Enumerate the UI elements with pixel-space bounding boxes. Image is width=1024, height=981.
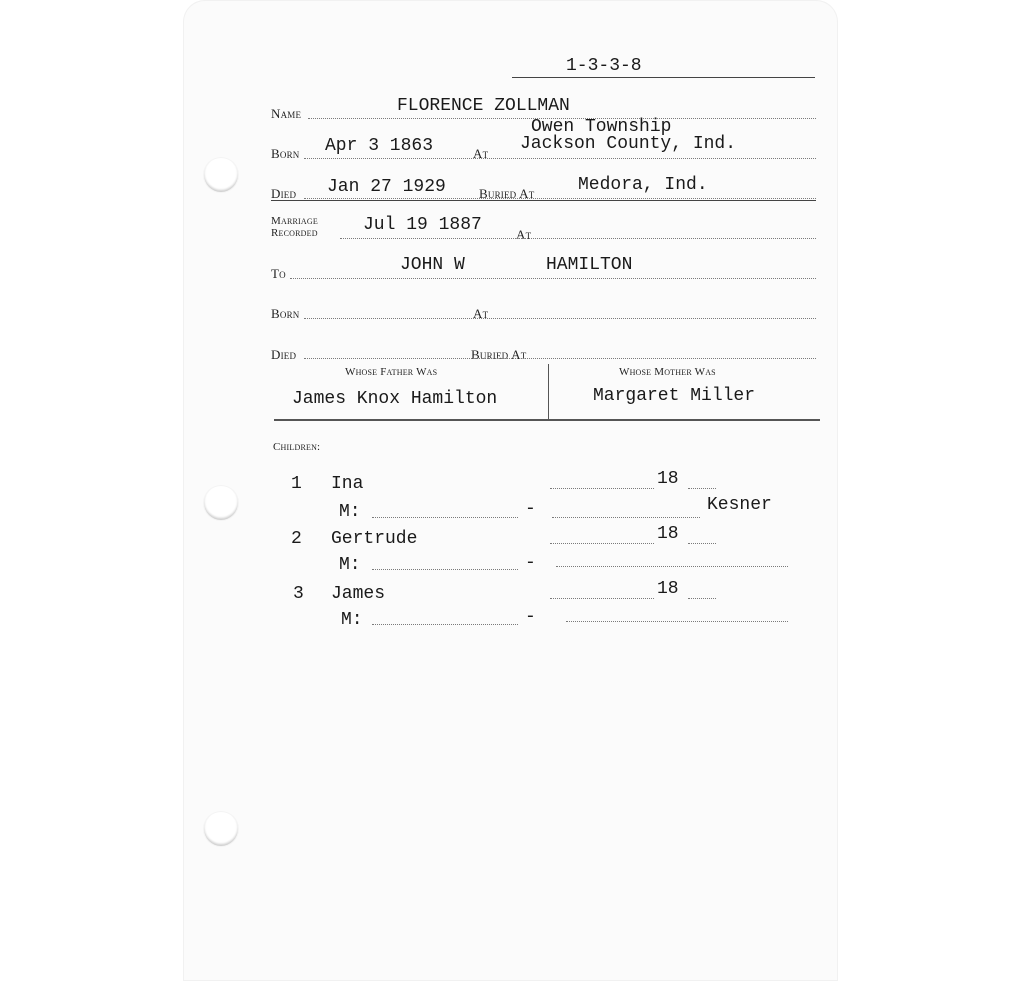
- spouse-died-line: [304, 358, 816, 359]
- punch-hole: [204, 486, 238, 520]
- child-dash: -: [525, 553, 536, 573]
- mother-heading: Whose Mother Was: [619, 366, 716, 378]
- born-line: [304, 158, 816, 159]
- child-birth-line: [550, 598, 654, 599]
- card-id: 1-3-3-8: [566, 56, 642, 76]
- marriage-at-label: At: [516, 227, 532, 242]
- spouse-born-label: Born: [271, 306, 300, 321]
- child-marriage-line: [372, 517, 518, 518]
- children-label: Children:: [273, 441, 321, 453]
- child-birth-line-end: [688, 543, 716, 544]
- marriage-date: Jul 19 1887: [363, 215, 482, 235]
- child-birth-year: 18: [657, 469, 679, 489]
- buried-at-label: Buried At: [479, 186, 535, 201]
- child-marriage-label: M:: [341, 610, 363, 630]
- child-spouse-line: [566, 621, 788, 622]
- died-date: Jan 27 1929: [327, 177, 446, 197]
- child-marriage-line: [372, 569, 518, 570]
- marriage-label-1: Marriage: [271, 215, 318, 227]
- child-number: 2: [291, 529, 302, 549]
- child-number: 3: [293, 584, 304, 604]
- child-spouse: Kesner: [707, 495, 772, 515]
- child-number: 1: [291, 474, 302, 494]
- child-name: Ina: [331, 474, 364, 494]
- child-name: James: [331, 584, 386, 604]
- child-dash: -: [525, 607, 536, 627]
- child-marriage-label: M:: [339, 555, 361, 575]
- spouse-died-label: Died: [271, 347, 297, 362]
- spouse-born-at-label: At: [473, 306, 489, 321]
- parents-rule: [274, 419, 820, 421]
- child-name: Gertrude: [331, 529, 418, 549]
- spouse-born-line: [304, 318, 816, 319]
- child-birth-line: [550, 488, 654, 489]
- father-name: James Knox Hamilton: [292, 389, 498, 409]
- id-rule: [512, 77, 815, 78]
- child-birth-line-end: [688, 488, 716, 489]
- died-label: Died: [271, 186, 297, 201]
- born-at-label: At: [473, 146, 489, 161]
- punch-hole: [204, 812, 238, 846]
- child-birth-line-end: [688, 598, 716, 599]
- marriage-label-2: Recorded: [271, 227, 318, 239]
- died-line: [304, 198, 816, 199]
- born-label: Born: [271, 146, 300, 161]
- to-label: To: [271, 266, 286, 281]
- child-spouse-line: [552, 517, 700, 518]
- spouse-last-name: HAMILTON: [546, 255, 633, 275]
- child-marriage-label: M:: [339, 502, 361, 522]
- to-line: [290, 278, 816, 279]
- child-marriage-line: [372, 624, 518, 625]
- punch-hole: [204, 158, 238, 192]
- name-value: FLORENCE ZOLLMAN: [397, 96, 570, 116]
- buried-place: Medora, Ind.: [578, 175, 708, 195]
- child-birth-line: [550, 543, 654, 544]
- born-place-line2: Jackson County, Ind.: [520, 134, 737, 154]
- child-spouse-line: [556, 566, 788, 567]
- child-birth-year: 18: [657, 524, 679, 544]
- born-place-line1: Owen Township: [531, 117, 672, 137]
- parents-divider: [548, 364, 549, 420]
- spouse-first-name: JOHN W: [400, 255, 465, 275]
- born-date: Apr 3 1863: [325, 136, 434, 156]
- spouse-buried-at-label: Buried At: [471, 347, 527, 362]
- mother-name: Margaret Miller: [593, 386, 756, 406]
- marriage-line: [340, 238, 816, 239]
- father-heading: Whose Father Was: [345, 366, 438, 378]
- child-birth-year: 18: [657, 579, 679, 599]
- died-rule: [271, 200, 816, 201]
- child-dash: -: [525, 499, 536, 519]
- name-label: Name: [271, 106, 302, 121]
